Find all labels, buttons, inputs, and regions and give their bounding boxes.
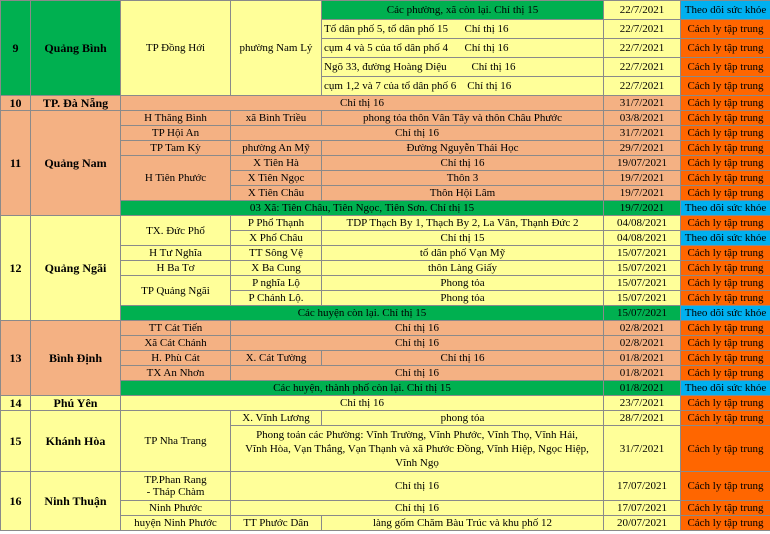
date-cell: 15/07/2021: [604, 261, 681, 276]
status-badge: Cách ly tập trung: [681, 126, 770, 141]
district-cell: TP Hội An: [121, 126, 231, 141]
date-cell: 15/07/2021: [604, 276, 681, 291]
date-cell: 23/7/2021: [604, 396, 681, 411]
district-line: - Tháp Chàm: [146, 486, 205, 498]
district-cell: H Tiên Phước: [121, 156, 231, 201]
table-row: [1, 1, 770, 20]
district-cell: huyện Ninh Phước: [121, 516, 231, 531]
status-badge: Cách ly tập trung: [681, 366, 770, 381]
area-cell: tổ dân phố Vạn Mỹ: [322, 246, 604, 261]
district-cell: TP Tam Kỳ: [121, 141, 231, 156]
ward-cell: X Phổ Châu: [231, 231, 322, 246]
area-cell: phong tỏa thôn Vân Tây và thôn Châu Phước: [322, 111, 604, 126]
area-cell: Chỉ thị 16: [322, 156, 604, 171]
area-cell: Chỉ thị 16: [322, 351, 604, 366]
date-cell: 22/7/2021: [604, 20, 681, 39]
date-cell: 01/8/2021: [604, 366, 681, 381]
area-line: Phong toản các Phường: Vĩnh Trường, Vĩnh Phước, Vĩnh Thọ, Vĩnh Hải,: [256, 428, 578, 441]
area-cell: Đường Nguyễn Thái Học: [322, 141, 604, 156]
area-cell: thôn Làng Giấy: [322, 261, 604, 276]
province-cell: Quảng Nam: [31, 111, 121, 216]
status-badge: Cách ly tập trung: [681, 186, 770, 201]
ward-cell: X Tiên Hà: [231, 156, 322, 171]
area-cell: TDP Thạch By 1, Thạch By 2, La Vân, Thạnh Đức 2: [322, 216, 604, 231]
date-cell: 04/08/2021: [604, 231, 681, 246]
district-cell: Xã Cát Chánh: [121, 336, 231, 351]
row-number: 15: [1, 411, 31, 472]
status-badge: Cách ly tập trung: [681, 501, 770, 516]
area-cell: [231, 426, 604, 472]
province-cell: TP. Đà Nẵng: [31, 96, 121, 111]
ward-cell: phường Nam Lý: [231, 1, 322, 96]
status-badge: Cách ly tập trung: [681, 77, 770, 96]
area-cell: Phong tỏa: [322, 291, 604, 306]
area-text: Tổ dân phố 5, tổ dân phố 15: [324, 23, 449, 35]
district-cell: Ninh Phước: [121, 501, 231, 516]
ward-cell: X. Vĩnh Lương: [231, 411, 322, 426]
province-cell: Ninh Thuận: [31, 472, 121, 531]
province-cell: Phú Yên: [31, 396, 121, 411]
date-cell: 19/7/2021: [604, 171, 681, 186]
status-badge: Cách ly tập trung: [681, 321, 770, 336]
date-cell: 22/7/2021: [604, 77, 681, 96]
date-cell: 15/07/2021: [604, 306, 681, 321]
district-cell: [121, 472, 231, 501]
area-text: cụm 4 và 5 của tổ dân phố 4: [324, 42, 449, 54]
status-badge: Cách ly tập trung: [681, 396, 770, 411]
row-number: 12: [1, 216, 31, 321]
district-cell: H Tư Nghĩa: [121, 246, 231, 261]
date-cell: 29/7/2021: [604, 141, 681, 156]
date-cell: 17/07/2021: [604, 472, 681, 501]
row-number: 14: [1, 396, 31, 411]
area-cell: Phong tỏa: [322, 276, 604, 291]
province-cell: Khánh Hòa: [31, 411, 121, 472]
district-cell: TP Đồng Hới: [121, 1, 231, 96]
area-cell: Thôn 3: [322, 171, 604, 186]
area-cell: [322, 77, 604, 96]
date-cell: 22/7/2021: [604, 1, 681, 20]
row-number: 16: [1, 472, 31, 531]
status-badge: Cách ly tập trung: [681, 58, 770, 77]
table-row: [1, 472, 770, 501]
table-row: [1, 396, 770, 411]
area-line: Vĩnh Ngọ: [395, 456, 439, 469]
area-text: cụm 1,2 và 7 của tổ dân phố 6: [324, 80, 457, 92]
date-cell: 31/7/2021: [604, 426, 681, 472]
status-badge: Cách ly tập trung: [681, 411, 770, 426]
date-cell: 31/7/2021: [604, 96, 681, 111]
date-cell: 04/08/2021: [604, 216, 681, 231]
status-badge: Cách ly tập trung: [681, 39, 770, 58]
area-cell: [322, 39, 604, 58]
ward-cell: P Chánh Lộ.: [231, 291, 322, 306]
date-cell: 28/7/2021: [604, 411, 681, 426]
status-badge: Cách ly tập trung: [681, 336, 770, 351]
status-badge: Theo dõi sức khỏe: [681, 381, 770, 396]
status-badge: Cách ly tập trung: [681, 156, 770, 171]
date-cell: 03/8/2021: [604, 111, 681, 126]
directive-text: Chỉ thị 16: [471, 61, 516, 73]
district-cell: TX. Đức Phổ: [121, 216, 231, 246]
district-line: TP.Phan Rang: [144, 474, 207, 486]
status-badge: Cách ly tập trung: [681, 516, 770, 531]
area-cell: Thôn Hội Lâm: [322, 186, 604, 201]
date-cell: 02/8/2021: [604, 321, 681, 336]
date-cell: 20/07/2021: [604, 516, 681, 531]
date-cell: 19/07/2021: [604, 156, 681, 171]
area-cell: [322, 58, 604, 77]
table-row: [1, 411, 770, 426]
date-cell: 17/07/2021: [604, 501, 681, 516]
directive-text: Chỉ thị 16: [467, 80, 512, 92]
status-badge: Cách ly tập trung: [681, 426, 770, 472]
province-cell: Quảng Ngãi: [31, 216, 121, 321]
status-badge: Cách ly tập trung: [681, 291, 770, 306]
area-cell: Chỉ thị 16: [231, 501, 604, 516]
date-cell: 19/7/2021: [604, 201, 681, 216]
status-badge: Cách ly tập trung: [681, 141, 770, 156]
area-cell: Chỉ thị 16: [121, 96, 604, 111]
status-badge: Theo dõi sức khỏe: [681, 231, 770, 246]
ward-cell: P nghĩa Lộ: [231, 276, 322, 291]
area-cell: Chỉ thị 16: [231, 366, 604, 381]
ward-cell: X. Cát Tường: [231, 351, 322, 366]
status-badge: Cách ly tập trung: [681, 472, 770, 501]
status-badge: Cách ly tập trung: [681, 96, 770, 111]
area-cell: Chỉ thị 16: [231, 321, 604, 336]
area-cell: Chỉ thị 16: [231, 472, 604, 501]
status-badge: Cách ly tập trung: [681, 20, 770, 39]
directive-text: Chỉ thị 16: [464, 42, 509, 54]
date-cell: 02/8/2021: [604, 336, 681, 351]
row-number: 11: [1, 111, 31, 216]
ward-cell: X Tiên Ngọc: [231, 171, 322, 186]
directive-text: Chỉ thị 16: [464, 23, 509, 35]
area-cell: làng gốm Chăm Bàu Trúc và khu phố 12: [322, 516, 604, 531]
date-cell: 15/07/2021: [604, 291, 681, 306]
area-cell: phong tỏa: [322, 411, 604, 426]
area-cell: Chỉ thị 15: [322, 231, 604, 246]
ward-cell: X Ba Cung: [231, 261, 322, 276]
district-cell: TT Cát Tiến: [121, 321, 231, 336]
status-badge: Cách ly tập trung: [681, 261, 770, 276]
status-badge: Cách ly tập trung: [681, 246, 770, 261]
ward-cell: xã Bình Triều: [231, 111, 322, 126]
date-cell: 22/7/2021: [604, 39, 681, 58]
date-cell: 15/07/2021: [604, 246, 681, 261]
area-text: Ngõ 33, đường Hoàng Diệu: [324, 61, 447, 73]
area-cell: Chỉ thị 16: [231, 336, 604, 351]
status-badge: Cách ly tập trung: [681, 111, 770, 126]
area-cell: Chỉ thị 16: [231, 126, 604, 141]
province-cell: Quảng Bình: [31, 1, 121, 96]
date-cell: 22/7/2021: [604, 58, 681, 77]
area-cell: Các phường, xã còn lại. Chỉ thị 15: [322, 1, 604, 20]
status-badge: Theo dõi sức khỏe: [681, 1, 770, 20]
row-number: 9: [1, 1, 31, 96]
ward-cell: phường An Mỹ: [231, 141, 322, 156]
status-badge: Cách ly tập trung: [681, 276, 770, 291]
district-cell: TX An Nhơn: [121, 366, 231, 381]
district-cell: TP Quảng Ngãi: [121, 276, 231, 306]
status-badge: Theo dõi sức khỏe: [681, 201, 770, 216]
area-cell: Chỉ thị 16: [121, 396, 604, 411]
table-row: [1, 96, 770, 111]
ward-cell: TT Sông Vệ: [231, 246, 322, 261]
district-cell: H. Phù Cát: [121, 351, 231, 366]
province-cell: Bình Định: [31, 321, 121, 396]
date-cell: 01/8/2021: [604, 351, 681, 366]
row-number: 13: [1, 321, 31, 396]
date-cell: 19/7/2021: [604, 186, 681, 201]
ward-cell: P Phổ Thạnh: [231, 216, 322, 231]
date-cell: 01/8/2021: [604, 381, 681, 396]
ward-cell: X Tiên Châu: [231, 186, 322, 201]
area-cell: 03 Xã: Tiên Châu, Tiên Ngọc, Tiên Sơn. Chỉ thị 15: [121, 201, 604, 216]
area-line: Vĩnh Hòa, Vạn Thắng, Vạn Thạnh và xã Phước Đồng, Vĩnh Hiệp, Ngọc Hiệp,: [245, 442, 589, 455]
row-number: 10: [1, 96, 31, 111]
table-row: [1, 111, 770, 126]
area-cell: Các huyện, thành phố còn lại. Chỉ thị 15: [121, 381, 604, 396]
status-badge: Cách ly tập trung: [681, 216, 770, 231]
district-cell: H Ba Tơ: [121, 261, 231, 276]
table-row: [1, 216, 770, 231]
area-cell: [322, 20, 604, 39]
date-cell: 31/7/2021: [604, 126, 681, 141]
status-badge: Cách ly tập trung: [681, 171, 770, 186]
status-badge: Cách ly tập trung: [681, 351, 770, 366]
district-cell: H Thăng Bình: [121, 111, 231, 126]
district-cell: TP Nha Trang: [121, 411, 231, 472]
ward-cell: TT Phước Dân: [231, 516, 322, 531]
status-badge: Theo dõi sức khỏe: [681, 306, 770, 321]
table-row: [1, 321, 770, 336]
area-cell: Các huyện còn lại. Chỉ thị 15: [121, 306, 604, 321]
